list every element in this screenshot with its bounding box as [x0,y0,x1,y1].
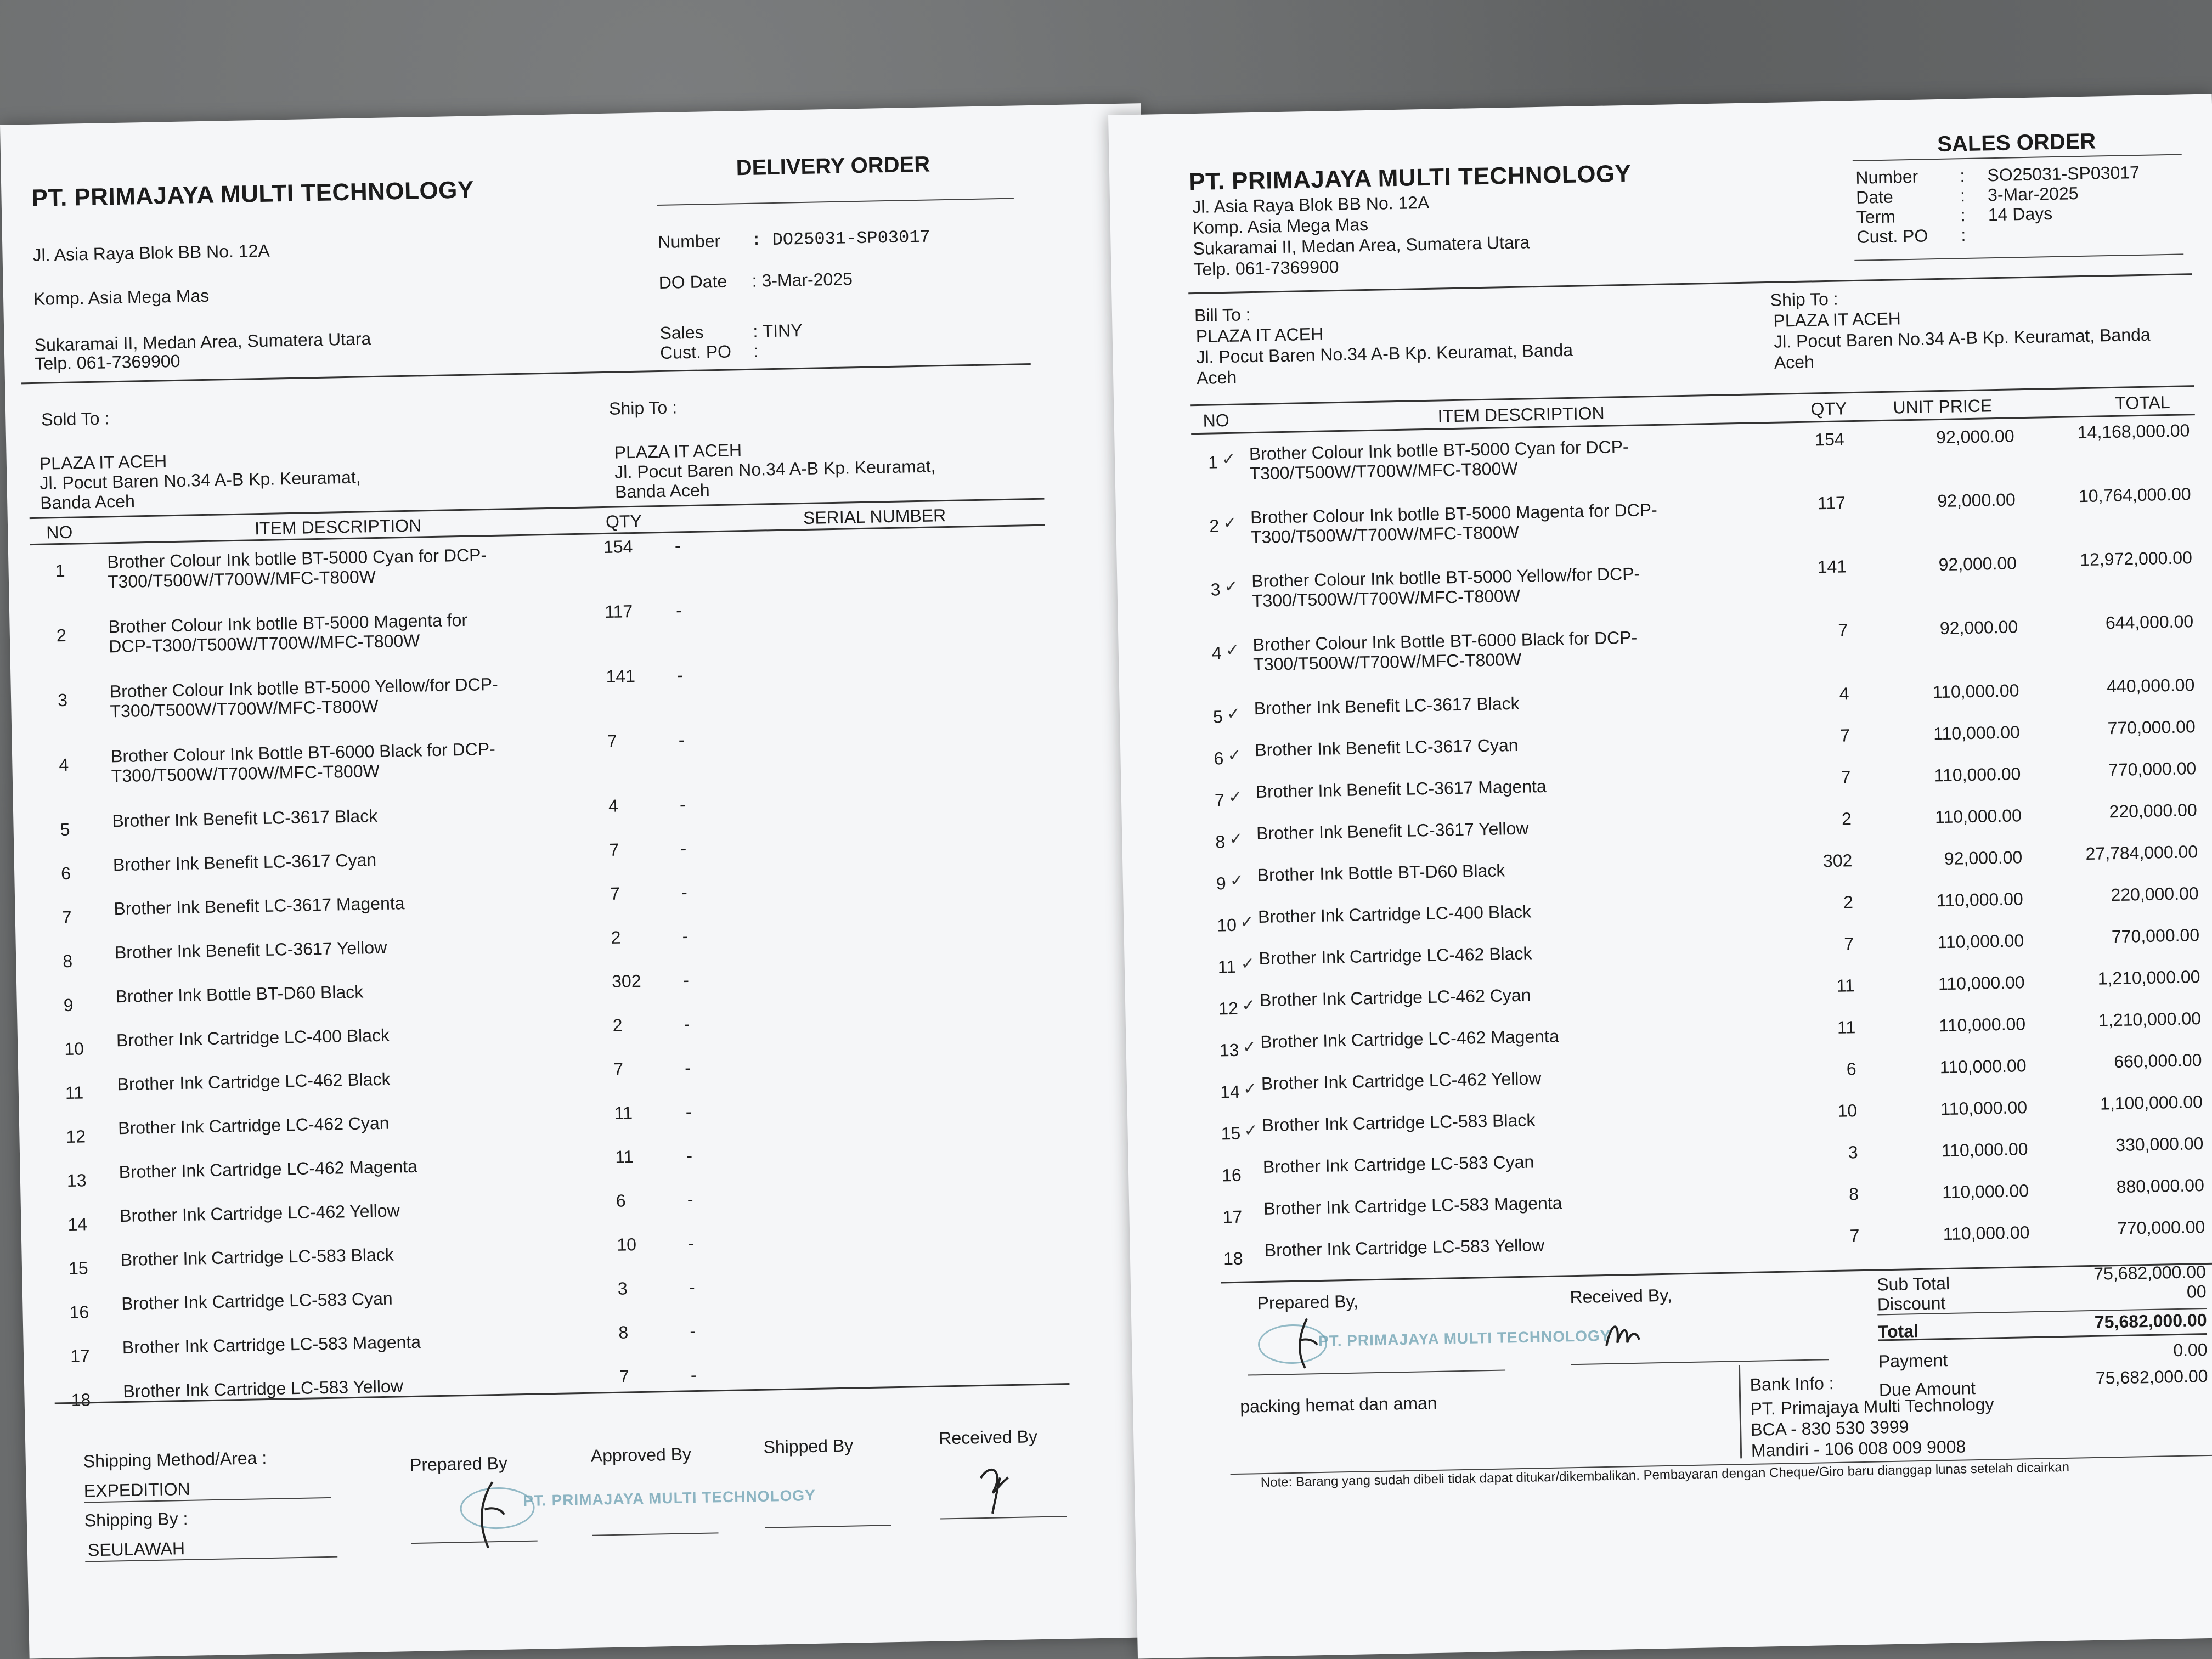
do-row-serial: - [690,1321,696,1341]
so-col-unit-price: UNIT PRICE [1893,396,1993,417]
so-row-desc: Brother Ink Bottle BT-D60 Black [1257,860,1505,885]
do-row-no: 10 [64,1039,84,1059]
so-discount-value: 00 [2186,1281,2207,1302]
do-row-desc: Brother Colour Ink botlle BT-5000 Cyan for DCP- [106,545,487,572]
do-row-qty: 141 [606,665,636,686]
checkmark-icon: ✓ [1229,830,1243,849]
do-row-qty: 302 [611,970,641,991]
do-row-no: 15 [68,1258,88,1278]
so-discount-label: Discount [1877,1293,1946,1314]
do-sold-to-address: Jl. Pocut Baren No.34 A-B Kp. Keuramat, [40,467,361,493]
so-title: SALES ORDER [1937,129,2096,156]
do-row-no: 7 [61,907,72,928]
do-row-desc: DCP-T300/T500W/T700W/MFC-T800W [108,630,420,657]
checkmark-icon: ✓ [1222,514,1237,533]
so-due-label: Due Amount [1878,1378,1976,1400]
so-row-no: 13 [1219,1040,1239,1060]
so-row-unit-price: 92,000.00 [1936,426,2015,448]
so-row-desc: Brother Ink Cartridge LC-462 Black [1259,943,1532,969]
so-row-desc: Brother Ink Cartridge LC-583 Black [1262,1110,1536,1135]
do-sales-label: Sales [659,322,704,343]
checkmark-icon: ✓ [1243,1080,1257,1098]
so-ship-to-label: Ship To : [1770,289,1838,310]
so-meta-value: 14 Days [1988,203,2053,225]
do-received-signature [969,1455,1020,1517]
do-col-desc: ITEM DESCRIPTION [254,515,422,539]
so-row-unit-price: 110,000.00 [1933,722,2021,744]
so-row-qty: 7 [1844,934,1854,954]
do-row-serial: - [688,1233,695,1254]
so-row-total: 330,000.00 [2115,1133,2204,1155]
so-row-total: 880,000.00 [2116,1175,2205,1197]
so-row-qty: 7 [1838,620,1848,640]
so-row-no: 14 [1220,1081,1240,1102]
so-bill-to-address: Jl. Pocut Baren No.34 A-B Kp. Keuramat, Banda [1196,340,1573,367]
do-row-no: 3 [57,690,68,710]
so-row-desc: Brother Ink Benefit LC-3617 Cyan [1254,735,1519,760]
do-row-qty: 117 [604,601,633,622]
so-row-total: 1,100,000.00 [2100,1092,2203,1114]
do-shipping-by-label: Shipping By : [84,1508,188,1531]
so-meta-value: 3-Mar-2025 [1987,183,2079,205]
so-prepared-signature [1279,1312,1335,1374]
so-row-no: 15 [1221,1123,1241,1144]
do-row-desc: T300/T500W/T700W/MFC-T800W [110,696,379,721]
so-row-unit-price: 110,000.00 [1932,680,2019,702]
do-number-label: Number [657,230,721,252]
do-received-by: Received By [938,1426,1038,1448]
so-row-unit-price: 110,000.00 [1939,1014,2026,1036]
so-ship-to-name: PLAZA IT ACEH [1773,308,1901,331]
checkmark-icon: ✓ [1239,913,1254,932]
so-row-desc: T300/T500W/T700W/MFC-T800W [1251,585,1521,611]
so-row-total: 220,000.00 [2111,883,2199,905]
so-total-label: Total [1877,1321,1919,1342]
do-title: DELIVERY ORDER [736,152,930,180]
do-address-line-2: Komp. Asia Mega Mas [33,285,210,309]
so-row-total: 770,000.00 [2108,758,2197,780]
so-bill-to-city: Aceh [1196,367,1237,388]
do-row-qty: 11 [614,1103,633,1123]
do-row-no: 5 [60,819,70,840]
so-row-qty: 10 [1837,1101,1858,1121]
do-row-qty: 7 [610,883,620,904]
so-meta-colon: : [1960,185,1966,206]
do-row-qty: 154 [603,537,633,557]
so-ship-to-city: Aceh [1774,352,1815,373]
checkmark-icon: ✓ [1228,788,1243,807]
do-row-qty: 4 [608,795,619,816]
so-remark: packing hemat dan aman [1239,1392,1437,1417]
so-bank-line-3: Mandiri - 106 008 009 9008 [1751,1436,1966,1460]
so-row-qty: 154 [1814,429,1844,450]
so-row-unit-price: 110,000.00 [1939,1056,2027,1077]
so-row-no: 5 [1212,707,1223,727]
so-row-desc: Brother Ink Cartridge LC-462 Cyan [1259,985,1531,1010]
so-row-no: 4 [1211,643,1222,663]
checkmark-icon: ✓ [1224,577,1238,596]
so-row-total: 440,000.00 [2106,675,2195,697]
do-row-qty: 7 [609,839,619,860]
so-address-line-4: Telp. 061-7369900 [1193,256,1339,280]
checkmark-icon: ✓ [1227,746,1242,765]
do-sold-to-city: Banda Aceh [40,491,136,513]
do-row-desc: Brother Ink Cartridge LC-583 Black [120,1244,394,1270]
do-row-qty: 8 [618,1322,629,1342]
do-custpo-label: Cust. PO [659,341,732,363]
so-row-unit-price: 110,000.00 [1934,764,2021,786]
do-row-desc: Brother Ink Cartridge LC-462 Cyan [117,1113,390,1138]
so-payment-value: 0.00 [2172,1339,2208,1361]
do-prepared-by: Prepared By [409,1453,508,1475]
so-row-unit-price: 110,000.00 [1934,805,2022,827]
so-row-desc: T300/T500W/T700W/MFC-T800W [1249,458,1518,484]
so-subtotal-value: 75,682,000.00 [2093,1261,2207,1284]
so-row-unit-price: 110,000.00 [1937,930,2024,952]
do-row-no: 14 [67,1214,88,1234]
so-row-total: 12,972,000.00 [2079,548,2193,570]
do-row-no: 12 [66,1126,86,1147]
do-ship-to-address: Jl. Pocut Baren No.34 A-B Kp. Keuramat, [614,456,936,482]
do-row-desc: Brother Ink Cartridge LC-462 Black [117,1069,391,1094]
so-meta-label: Term [1856,206,1896,227]
so-row-unit-price: 110,000.00 [1940,1097,2028,1119]
so-col-no: NO [1203,410,1230,431]
do-row-desc: Brother Colour Ink botlle BT-5000 Yellow/for DCP- [109,674,498,702]
do-row-qty: 7 [607,731,617,751]
do-date-label: DO Date [658,271,727,292]
do-address-line-4: Telp. 061-7369900 [35,351,180,374]
so-row-total: 10,764,000.00 [2078,484,2191,506]
so-payment-label: Payment [1878,1350,1948,1372]
do-shipping-method-value: EXPEDITION [83,1479,190,1501]
so-subtotal-label: Sub Total [1876,1273,1950,1295]
so-bank-line-1: PT. Primajaya Multi Technology [1750,1394,1994,1419]
so-row-qty: 11 [1837,1017,1856,1037]
so-row-qty: 3 [1848,1142,1858,1163]
so-col-desc: ITEM DESCRIPTION [1437,403,1605,426]
so-meta-label: Date [1855,187,1894,207]
so-row-qty: 7 [1841,767,1851,787]
so-total-value: 75,682,000.00 [2094,1310,2207,1332]
do-ship-to-label: Ship To : [608,397,678,419]
so-bank-line-2: BCA - 830 530 3999 [1750,1417,1909,1440]
so-row-qty: 6 [1846,1059,1857,1079]
do-row-no: 16 [69,1302,89,1322]
so-row-unit-price: 110,000.00 [1943,1222,2030,1244]
so-due-value: 75,682,000.00 [2095,1365,2208,1388]
checkmark-icon: ✓ [1221,450,1236,469]
do-ship-to-name: PLAZA IT ACEH [614,440,742,462]
so-bill-to-name: PLAZA IT ACEH [1195,324,1324,347]
so-row-total: 770,000.00 [2117,1216,2205,1239]
do-row-desc: Brother Ink Benefit LC-3617 Black [112,806,378,831]
so-row-desc: Brother Ink Benefit LC-3617 Yellow [1256,818,1529,844]
so-row-qty: 7 [1839,725,1850,746]
do-row-desc: Brother Ink Cartridge LC-583 Cyan [121,1288,393,1314]
so-row-qty: 11 [1836,975,1855,996]
do-row-desc: Brother Colour Ink Bottle BT-6000 Black for DCP- [110,738,496,766]
so-row-qty: 117 [1817,493,1846,514]
do-row-no: 8 [62,951,73,972]
do-row-qty: 2 [612,1015,623,1035]
do-row-desc: Brother Ink Benefit LC-3617 Yellow [114,937,387,963]
do-custpo-value: : [753,341,759,361]
do-row-desc: Brother Ink Cartridge LC-400 Black [116,1025,390,1051]
so-address-line-3: Sukaramai II, Medan Area, Sumatera Utara [1193,232,1530,259]
do-row-no: 13 [66,1170,87,1191]
do-row-serial: - [689,1277,695,1297]
checkmark-icon: ✓ [1225,641,1240,660]
do-shipping-by-value: SEULAWAH [87,1538,185,1560]
do-sold-to-label: Sold To : [41,408,110,430]
do-row-serial: - [674,535,681,556]
do-row-serial: - [681,882,688,902]
do-row-serial: - [684,1014,690,1034]
so-row-desc: Brother Ink Cartridge LC-583 Yellow [1264,1235,1545,1260]
so-row-total: 220,000.00 [2109,800,2198,822]
so-row-no: 7 [1214,790,1225,810]
do-shipped-by: Shipped By [763,1435,854,1457]
so-row-qty: 302 [1822,850,1853,871]
do-row-qty: 7 [613,1059,624,1079]
so-meta-colon: : [1960,166,1965,186]
do-row-serial: - [687,1189,693,1210]
so-row-desc: Brother Ink Benefit LC-3617 Black [1254,693,1520,719]
so-row-desc: Brother Colour Ink botlle BT-5000 Cyan for DCP- [1249,436,1629,464]
so-row-qty: 7 [1849,1226,1860,1246]
do-row-serial: - [684,1058,691,1078]
so-row-no: 16 [1221,1165,1242,1186]
so-address-line-1: Jl. Asia Raya Blok BB No. 12A [1192,192,1430,217]
so-row-desc: Brother Ink Cartridge LC-583 Magenta [1263,1193,1562,1218]
do-row-serial: - [682,926,689,946]
do-row-serial: - [682,970,690,990]
checkmark-icon: ✓ [1229,871,1244,890]
so-row-total: 770,000.00 [2107,716,2196,738]
do-sold-to-name: PLAZA IT ACEH [39,451,167,473]
so-meta-label: Cust. PO [1857,225,1928,247]
do-col-qty: QTY [605,511,642,532]
do-row-qty: 2 [611,927,621,947]
so-row-qty: 2 [1841,809,1852,829]
delivery-order-sheet [0,103,1170,1658]
do-number-value: : DO25031-SP03017 [751,227,931,251]
so-row-no: 8 [1215,832,1226,852]
do-company-name: PT. PRIMAJAYA MULTI TECHNOLOGY [31,176,475,212]
do-date-value: : 3-Mar-2025 [752,269,853,291]
do-row-no: 4 [59,754,69,775]
do-row-no: 11 [65,1082,84,1103]
so-meta-colon: : [1961,225,1966,245]
checkmark-icon: ✓ [1241,996,1256,1015]
do-row-serial: - [679,794,686,815]
checkmark-icon: ✓ [1226,704,1241,724]
so-row-unit-price: 110,000.00 [1941,1139,2028,1161]
so-bank-label: Bank Info : [1750,1373,1834,1395]
do-row-no: 1 [55,560,65,581]
so-row-no: 1 [1207,452,1218,472]
so-address-line-2: Komp. Asia Mega Mas [1192,214,1369,238]
so-row-unit-price: 110,000.00 [1938,972,2025,994]
do-row-serial: - [678,730,685,750]
so-col-qty: QTY [1810,398,1847,419]
do-row-no: 18 [71,1390,91,1410]
so-row-total: 660,000.00 [2113,1050,2202,1072]
so-row-no: 6 [1214,748,1224,769]
so-row-no: 12 [1218,998,1239,1019]
so-prepared-by: Prepared By, [1257,1291,1359,1313]
do-row-no: 2 [56,625,67,646]
so-received-signature [1600,1315,1645,1355]
so-row-desc: Brother Colour Ink Bottle BT-6000 Black for DCP- [1252,627,1638,655]
so-row-unit-price: 110,000.00 [1936,889,2024,911]
so-row-desc: Brother Ink Cartridge LC-400 Black [1257,901,1532,927]
so-row-unit-price: 92,000.00 [1939,617,2018,639]
so-row-desc: Brother Ink Cartridge LC-462 Yellow [1261,1068,1542,1093]
so-row-desc: T300/T500W/T700W/MFC-T800W [1250,522,1520,548]
so-row-total: 770,000.00 [2111,925,2200,947]
do-row-serial: - [677,665,684,685]
do-row-desc: Brother Ink Cartridge LC-583 Magenta [122,1331,421,1358]
so-meta-label: Number [1855,166,1918,188]
so-meta-value: SO25031-SP03017 [1987,162,2140,185]
so-col-total: TOTAL [2115,392,2170,413]
so-received-by: Received By, [1570,1285,1672,1307]
so-row-no: 18 [1223,1248,1243,1269]
do-row-desc: Brother Ink Benefit LC-3617 Magenta [114,893,405,919]
do-col-serial: SERIAL NUMBER [803,505,946,528]
do-shipping-method-label: Shipping Method/Area : [83,1448,267,1471]
do-row-serial: - [675,600,682,620]
do-row-no: 17 [70,1346,91,1366]
so-company-stamp: PT. PRIMAJAYA MULTI TECHNOLOGY [1318,1327,1611,1350]
so-row-desc: Brother Colour Ink botlle BT-5000 Yellow/for DCP- [1251,563,1640,591]
do-ship-to-city: Banda Aceh [614,480,710,502]
so-row-total: 27,784,000.00 [2085,842,2198,864]
so-row-desc: Brother Ink Cartridge LC-583 Cyan [1262,1152,1534,1177]
do-row-desc: Brother Ink Cartridge LC-462 Yellow [119,1200,400,1226]
so-row-qty: 141 [1817,556,1847,577]
do-row-desc: Brother Ink Bottle BT-D60 Black [115,981,364,1007]
do-row-desc: T300/T500W/T700W/MFC-T800W [107,567,376,592]
so-row-desc: T300/T500W/T700W/MFC-T800W [1252,649,1522,675]
so-row-total: 644,000.00 [2105,611,2194,633]
do-row-desc: Brother Colour Ink botlle BT-5000 Magenta for [108,610,468,637]
so-row-no: 17 [1222,1206,1243,1227]
so-row-total: 1,210,000.00 [2098,1008,2202,1030]
do-row-serial: - [680,838,687,859]
so-row-qty: 4 [1839,684,1849,704]
so-row-desc: Brother Ink Benefit LC-3617 Magenta [1255,776,1547,802]
do-row-desc: Brother Ink Benefit LC-3617 Cyan [112,850,377,875]
do-row-serial: - [686,1146,693,1166]
checkmark-icon: ✓ [1244,1121,1259,1140]
so-row-desc: Brother Ink Cartridge LC-462 Magenta [1260,1026,1560,1052]
checkmark-icon: ✓ [1242,1038,1257,1057]
do-row-desc: T300/T500W/T700W/MFC-T800W [111,760,380,786]
do-row-qty: 11 [614,1147,634,1167]
so-row-unit-price: 92,000.00 [1944,847,2023,868]
do-row-qty: 3 [617,1278,628,1299]
do-row-no: 6 [60,863,71,884]
do-row-qty: 7 [619,1366,630,1386]
so-row-no: 3 [1210,579,1221,600]
so-row-no: 10 [1217,915,1237,935]
so-row-total: 1,210,000.00 [2097,967,2200,989]
so-row-total: 14,168,000.00 [2077,420,2190,443]
do-address-line-3: Sukaramai II, Medan Area, Sumatera Utara [34,329,371,355]
so-ship-to-address: Jl. Pocut Baren No.34 A-B Kp. Keuramat, Banda [1773,324,2151,352]
so-row-no: 11 [1217,956,1237,977]
do-approved-by: Approved By [590,1444,692,1466]
so-row-qty: 8 [1848,1184,1859,1204]
do-address-line-1: Jl. Asia Raya Blok BB No. 12A [32,240,270,265]
so-row-unit-price: 110,000.00 [1942,1181,2029,1203]
so-row-unit-price: 92,000.00 [1937,489,2016,511]
do-row-serial: - [685,1102,692,1122]
do-row-serial: - [690,1365,697,1385]
do-row-desc: Brother Ink Cartridge LC-583 Yellow [123,1376,404,1402]
do-row-no: 9 [63,995,74,1015]
checkmark-icon: ✓ [1240,955,1255,973]
do-company-stamp: PT. PRIMAJAYA MULTI TECHNOLOGY [523,1486,816,1510]
do-row-desc: Brother Ink Cartridge LC-462 Magenta [119,1156,418,1182]
do-sales-value: : TINY [753,320,803,341]
so-row-no: 9 [1216,873,1227,894]
so-row-unit-price: 92,000.00 [1938,553,2017,575]
do-row-qty: 6 [616,1190,626,1211]
do-row-qty: 10 [617,1234,637,1255]
so-note: Note: Barang yang sudah dibeli tidak dapat ditukar/dikembalikan. Pembayaran dengan Cheque/Giro baru dianggap lunas setelah dicairkan [1260,1459,2070,1491]
sales-order-sheet [1108,94,2212,1658]
do-col-no: NO [46,522,73,543]
so-bill-to-label: Bill To : [1194,304,1251,326]
so-row-no: 2 [1209,516,1220,536]
so-row-qty: 2 [1843,892,1854,912]
so-company-name: PT. PRIMAJAYA MULTI TECHNOLOGY [1188,160,1632,196]
so-meta-colon: : [1960,205,1966,225]
so-row-desc: Brother Colour Ink botlle BT-5000 Magenta for DCP- [1250,499,1658,528]
